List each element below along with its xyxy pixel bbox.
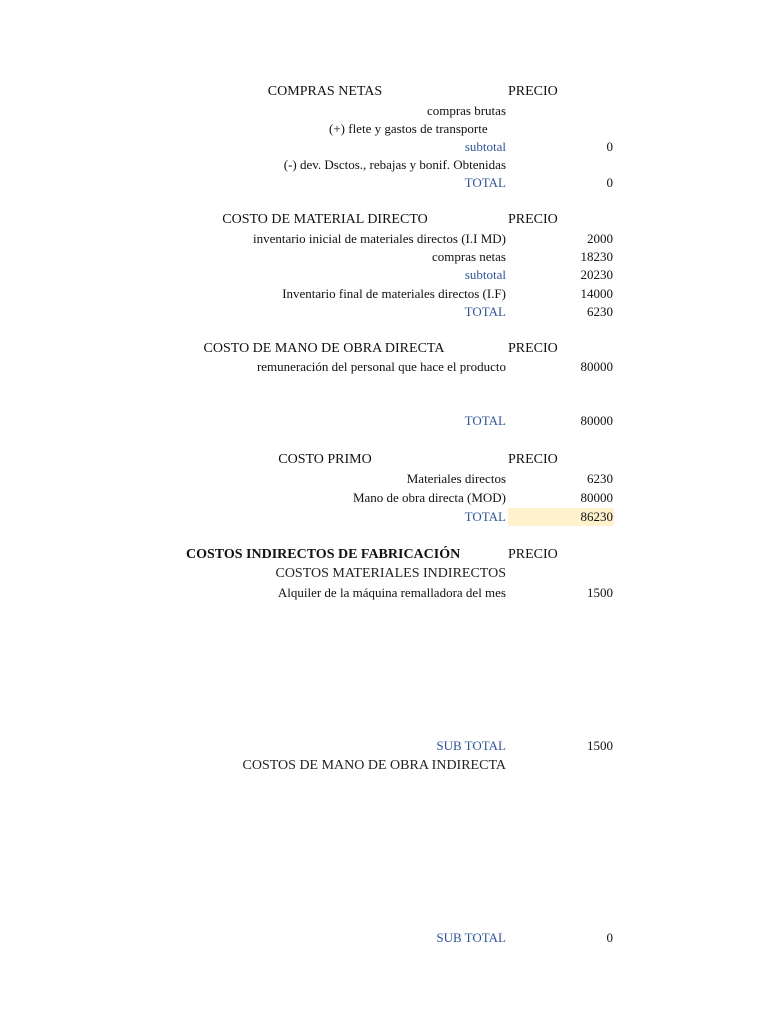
total-label: TOTAL xyxy=(464,413,506,428)
inventario-final-row xyxy=(0,285,768,303)
total-value: 0 xyxy=(606,175,613,190)
subtotal-value: 0 xyxy=(606,139,613,154)
compras-netas-header-row xyxy=(0,83,768,101)
inventario-inicial-value: 2000 xyxy=(587,231,613,246)
compras-netas-title: COMPRAS NETAS xyxy=(267,84,383,99)
costo-primo-total-row xyxy=(0,508,768,526)
subtotal-label: subtotal xyxy=(464,139,506,154)
alquiler-value: 1500 xyxy=(587,585,613,600)
alquiler-label: Alquiler de la máquina remalladora del mes xyxy=(277,585,506,600)
remuneracion-label: remuneración del personal que hace el producto xyxy=(256,359,506,374)
total-label: TOTAL xyxy=(464,509,506,524)
subtotal-label: SUB TOTAL xyxy=(436,738,506,753)
devoluciones-label: (-) dev. Dsctos., rebajas y bonif. Obtenidas xyxy=(283,157,506,172)
total-label: TOTAL xyxy=(464,304,506,319)
mano-obra-indirecta-row xyxy=(0,757,768,775)
compras-total-row xyxy=(0,174,768,192)
mano-obra-total-row xyxy=(0,412,768,430)
subtotal-value: 0 xyxy=(606,930,613,945)
materiales-indirectos-title: COSTOS MATERIALES INDIRECTOS xyxy=(275,566,506,581)
costo-primo-header-row xyxy=(0,451,768,469)
materiales-directos-value: 6230 xyxy=(587,471,613,486)
costos-indirectos-title: COSTOS INDIRECTOS DE FABRICACIÓN xyxy=(186,547,461,562)
subtotal-value: 20230 xyxy=(580,267,613,282)
compras-netas-row xyxy=(0,248,768,266)
materiales-directos-label: Materiales directos xyxy=(406,471,506,486)
indirectos-subtotal2-row xyxy=(0,929,768,947)
mod-row xyxy=(0,489,768,507)
costo-primo-title: COSTO PRIMO xyxy=(278,452,372,467)
precio-header: PRECIO xyxy=(508,547,558,562)
subtotal-label: subtotal xyxy=(464,267,506,282)
inventario-final-label: Inventario final de materiales directos (I.F) xyxy=(282,286,506,301)
alquiler-row xyxy=(0,584,768,602)
precio-header: PRECIO xyxy=(508,452,558,467)
remuneracion-value: 80000 xyxy=(580,359,613,374)
total-value: 6230 xyxy=(587,304,613,319)
precio-header: PRECIO xyxy=(508,341,558,356)
material-directo-header-row xyxy=(0,211,768,229)
precio-header: PRECIO xyxy=(508,212,558,227)
inventario-final-value: 14000 xyxy=(580,286,613,301)
material-subtotal-row xyxy=(0,266,768,284)
indirectos-subtotal1-row xyxy=(0,737,768,755)
inventario-inicial-row xyxy=(0,230,768,248)
costos-indirectos-header-row xyxy=(0,546,768,564)
inventario-inicial-label: inventario inicial de materiales directos (I.I MD) xyxy=(252,231,506,246)
mod-value: 80000 xyxy=(580,490,613,505)
material-directo-title: COSTO DE MATERIAL DIRECTO xyxy=(222,212,428,227)
mod-label: Mano de obra directa (MOD) xyxy=(352,490,506,505)
materiales-directos-row xyxy=(0,470,768,488)
subtotal-value: 1500 xyxy=(587,738,613,753)
remuneracion-row xyxy=(0,358,768,376)
compras-brutas-label: compras brutas xyxy=(426,103,506,118)
total-value: 86230 xyxy=(580,509,613,524)
devoluciones-row xyxy=(0,156,768,174)
compras-netas-value: 18230 xyxy=(580,249,613,264)
mano-obra-indirecta-title: COSTOS DE MANO DE OBRA INDIRECTA xyxy=(242,758,506,773)
mano-obra-header-row xyxy=(0,340,768,358)
compras-subtotal-row xyxy=(0,138,768,156)
mano-obra-title: COSTO DE MANO DE OBRA DIRECTA xyxy=(203,341,445,356)
subtotal-label: SUB TOTAL xyxy=(436,930,506,945)
material-total-row xyxy=(0,303,768,321)
total-label: TOTAL xyxy=(464,175,506,190)
materiales-indirectos-row xyxy=(0,565,768,583)
compras-brutas-row xyxy=(0,102,768,120)
compras-netas-label: compras netas xyxy=(431,249,506,264)
total-value: 80000 xyxy=(580,413,613,428)
precio-header: PRECIO xyxy=(508,84,558,99)
flete-row xyxy=(0,120,768,138)
flete-label: (+) flete y gastos de transporte xyxy=(329,121,488,136)
